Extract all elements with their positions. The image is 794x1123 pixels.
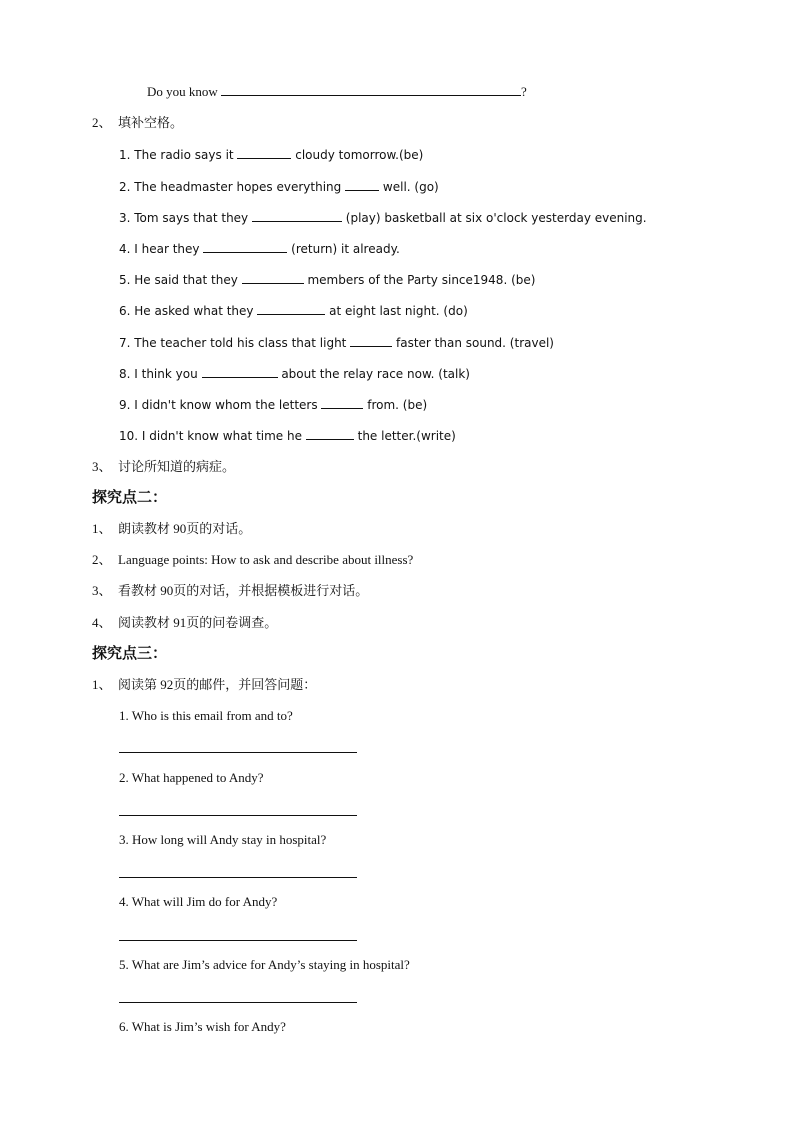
task-title: 填补空格。	[118, 115, 184, 130]
task-title: 讨论所知道的病症。	[118, 459, 236, 474]
answer-line-1[interactable]	[119, 752, 357, 753]
exercise-item-3: 3. Tom says that they (play) basketball at six o'clock yesterday evening.	[119, 211, 647, 225]
question-5: 5. What are Jim’s advice for Andy’s staying in hospital?	[119, 957, 410, 972]
answer-blank[interactable]	[221, 83, 521, 96]
exercise-item-5: 5. He said that they members of the Party since1948. (be)	[119, 273, 536, 287]
task-2-heading	[92, 115, 183, 131]
do-you-know-text: Do you know	[147, 84, 222, 99]
section-two-item-1: 1、 朗读教材 90页的对话。	[92, 521, 252, 536]
section-three-item-1: 1、 阅读第 92页的邮件，并回答问题：	[92, 677, 317, 692]
exercise-item-8: 8. I think you about the relay race now. (talk)	[119, 367, 470, 381]
exercise-item-9: 9. I didn't know whom the letters from. (be)	[119, 398, 428, 412]
answer-blank[interactable]	[321, 396, 363, 409]
answer-line-4[interactable]	[119, 940, 357, 941]
question-3: 3. How long will Andy stay in hospital?	[119, 832, 327, 847]
exercise-item-6: 6. He asked what they at eight last night. (do)	[119, 304, 468, 318]
section-two-item-2: 2、 Language points: How to ask and describe about illness?	[92, 552, 414, 567]
question-1: 1. Who is this email from and to?	[119, 708, 293, 723]
answer-blank[interactable]	[350, 334, 392, 347]
question-6: 6. What is Jim’s wish for Andy?	[119, 1019, 286, 1034]
task-number: 2、	[92, 115, 112, 130]
section-two-title: 探究点二：	[92, 488, 168, 506]
section-three-title: 探究点三：	[92, 644, 168, 662]
exercise-item-4: 4. I hear they (return) it already.	[119, 242, 400, 256]
exercise-item-10: 10. I didn't know what time he the letter.(write)	[119, 429, 456, 443]
answer-line-3[interactable]	[119, 877, 357, 878]
question-4: 4. What will Jim do for Andy?	[119, 894, 278, 909]
answer-blank[interactable]	[203, 240, 287, 253]
task-3-heading	[92, 459, 235, 475]
task-number: 3、	[92, 459, 112, 474]
answer-line-2[interactable]	[119, 815, 357, 816]
answer-blank[interactable]	[306, 427, 354, 440]
exercise-item-7: 7. The teacher told his class that light faster than sound. (travel)	[119, 336, 554, 350]
answer-blank[interactable]	[345, 178, 379, 191]
section-two-item-4: 4、 阅读教材 91页的问卷调查。	[92, 615, 278, 630]
answer-blank[interactable]	[202, 365, 278, 378]
answer-blank[interactable]	[252, 209, 342, 222]
section-two-item-3: 3、 看教材 90页的对话，并根据模板进行对话。	[92, 583, 369, 598]
question-2: 2. What happened to Andy?	[119, 770, 264, 785]
exercise-item-1: 1. The radio says it cloudy tomorrow.(be)	[119, 148, 424, 162]
exercise-item-2: 2. The headmaster hopes everything well. (go)	[119, 180, 439, 194]
answer-line-5[interactable]	[119, 1002, 357, 1003]
answer-blank[interactable]	[237, 146, 291, 159]
question-mark: ?	[521, 84, 527, 99]
answer-blank[interactable]	[242, 271, 304, 284]
do-you-know-item	[147, 83, 527, 100]
answer-blank[interactable]	[257, 302, 325, 315]
